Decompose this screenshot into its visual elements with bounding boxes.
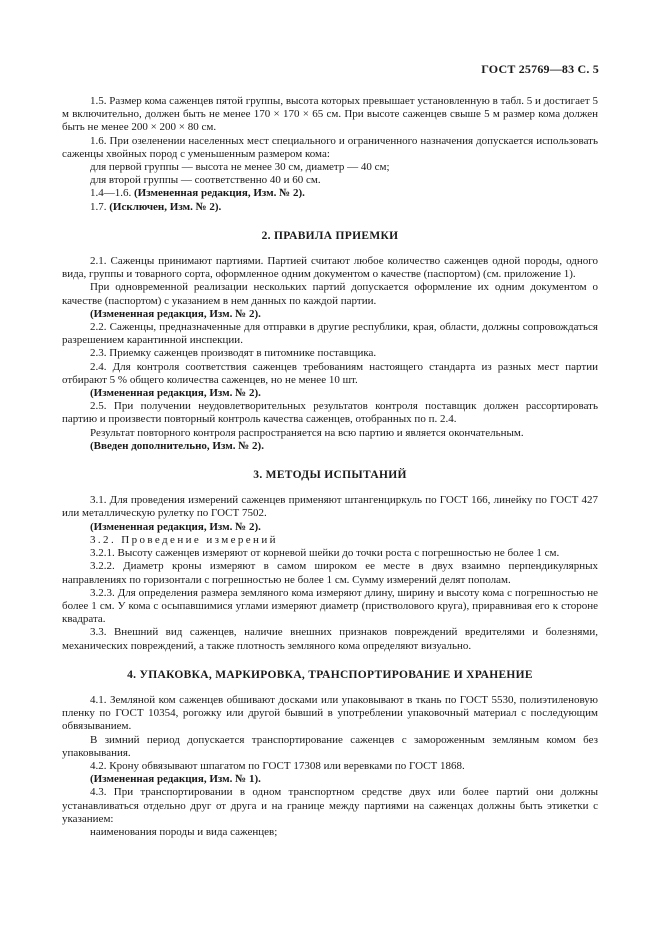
note-prefix: 1.7. xyxy=(90,200,110,213)
paragraph-4-1-extra: В зимний период допускается транспортирование саженцев с замороженным земляным комом без упаковывания. xyxy=(62,733,598,759)
paragraph-1-6: 1.6. При озеленении населенных мест специального и ограниченного назначения допускается использовать саженцы хвойных пород с уменьшенным размером кома: xyxy=(62,134,598,160)
paragraph-4-2: 4.2. Крону обвязывают шпагатом по ГОСТ 17308 или веревками по ГОСТ 1868. xyxy=(90,759,465,772)
note-excluded: (Исключен, Изм. № 2). xyxy=(109,200,222,213)
paragraph-3-2-3: 3.2.3. Для определения размера земляного кома измеряют длину, ширину и высоту кома с погрешностью не более 1 см. У кома с осыпавшимися углами измеряют диаметр (пристволового круга), приравнивая его к стороне квадрата. xyxy=(62,586,598,626)
note-amendment: (Измененная редакция, Изм. № 2). xyxy=(134,187,305,200)
paragraph-3-2-2: 3.2.2. Диаметр кроны измеряют в самом широком ее месте в двух взаимно перпендикулярных направлениях по горизонтали с погрешностью не более 1 см. Сумму измерений делят пополам. xyxy=(62,560,598,586)
paragraph-3-1: 3.1. Для проведения измерений саженцев применяют штангенциркуль по ГОСТ 166, линейку по ГОСТ 427 или металлическую рулетку по ГОСТ 7502. xyxy=(62,494,598,520)
paragraph-4-1: 4.1. Земляной ком саженцев обшивают досками или упаковывают в ткань по ГОСТ 5530, полиэтиленовую пленку по ГОСТ 10354, рогожку или другой бывший в употреблении упаковочный материал с последующим обвязыванием. xyxy=(62,693,598,733)
paragraph-1-6-second-group: для второй группы — соответственно 40 и 60 см. xyxy=(90,174,321,187)
paragraph-2-1-note: (Измененная редакция, Изм. № 2). xyxy=(90,307,261,320)
paragraph-2-2: 2.2. Саженцы, предназначенные для отправки в другие республики, края, области, должны сопровождаться разрешением карантинной инспекции. xyxy=(62,321,598,347)
paragraph-1-7 xyxy=(62,201,598,214)
paragraph-3-2-1: 3.2.1. Высоту саженцев измеряют от корневой шейки до точки роста с погрешностью не более 1 см. xyxy=(90,547,560,560)
paragraph-1-4-1-6-note xyxy=(62,187,598,200)
paragraph-2-1-extra: При одновременной реализации нескольких партий допускается оформление их одним документом о качестве (паспортом) с указанием в нем данных по каждой партии. xyxy=(62,281,598,307)
section-4-heading: 4. УПАКОВКА, МАРКИРОВКА, ТРАНСПОРТИРОВАНИЕ И ХРАНЕНИЕ xyxy=(127,668,533,681)
paragraph-4-3: 4.3. При транспортировании в одном транспортном средстве двух или более партий они должны устанавливаться отдельно друг от друга и на границе между партиями на саженцах должны быть этикетки с указанием: xyxy=(62,786,598,825)
paragraph-2-4: 2.4. Для контроля соответствия саженцев требованиям настоящего стандарта из разных мест партии отбирают 5 % общего количества саженцев, но не менее 10 шт. xyxy=(62,360,598,386)
paragraph-2-5-note: (Введен дополнительно, Изм. № 2). xyxy=(90,439,264,452)
paragraph-2-1: 2.1. Саженцы принимают партиями. Партией считают любое количество саженцев одной породы, одного вида, группы и товарного сорта, оформленное одним документом о качестве (паспортом) (см. приложение 1). xyxy=(62,255,598,281)
section-3-heading: 3. МЕТОДЫ ИСПЫТАНИЙ xyxy=(253,469,407,482)
paragraph-4-2-note: (Измененная редакция, Изм. № 1). xyxy=(90,773,261,786)
section-2-heading: 2. ПРАВИЛА ПРИЕМКИ xyxy=(261,229,399,242)
paragraph-3-3: 3.3. Внешний вид саженцев, наличие внешних признаков повреждений вредителями и болезнями, механических повреждений, а также плотность земляного кома определяют визуально. xyxy=(62,626,598,652)
note-prefix: 1.4—1.6. xyxy=(90,187,134,200)
paragraph-2-3: 2.3. Приемку саженцев производят в питомнике поставщика. xyxy=(90,347,377,360)
paragraph-4-3-item: наименования породы и вида саженцев; xyxy=(90,825,278,838)
paragraph-2-4-note: (Измененная редакция, Изм. № 2). xyxy=(90,387,261,400)
paragraph-1-6-first-group: для первой группы — высота не менее 30 см, диаметр — 40 см; xyxy=(90,161,390,174)
paragraph-1-5: 1.5. Размер кома саженцев пятой группы, высота которых превышает установленную в табл. 5 и достигает 5 м включительно, должен быть не менее 170 × 170 × 65 см. При высоте саженцев свыше 5 м размер кома должен быть не менее 200 × 200 × 80 см. xyxy=(62,95,598,134)
paragraph-2-5: 2.5. При получении неудовлетворительных результатов контроля поставщик должен рассортировать партию и произвести повторный контроль качества саженцев, отобранных по п. 2.4. xyxy=(62,400,598,426)
document-body xyxy=(62,95,598,839)
page-header: ГОСТ 25769—83 С. 5 xyxy=(481,62,599,76)
paragraph-2-5-extra: Результат повторного контроля распространяется на всю партию и является окончательным. xyxy=(90,426,524,439)
paragraph-3-1-note: (Измененная редакция, Изм. № 2). xyxy=(90,520,261,533)
paragraph-3-2: 3.2. Проведение измерений xyxy=(90,533,278,546)
